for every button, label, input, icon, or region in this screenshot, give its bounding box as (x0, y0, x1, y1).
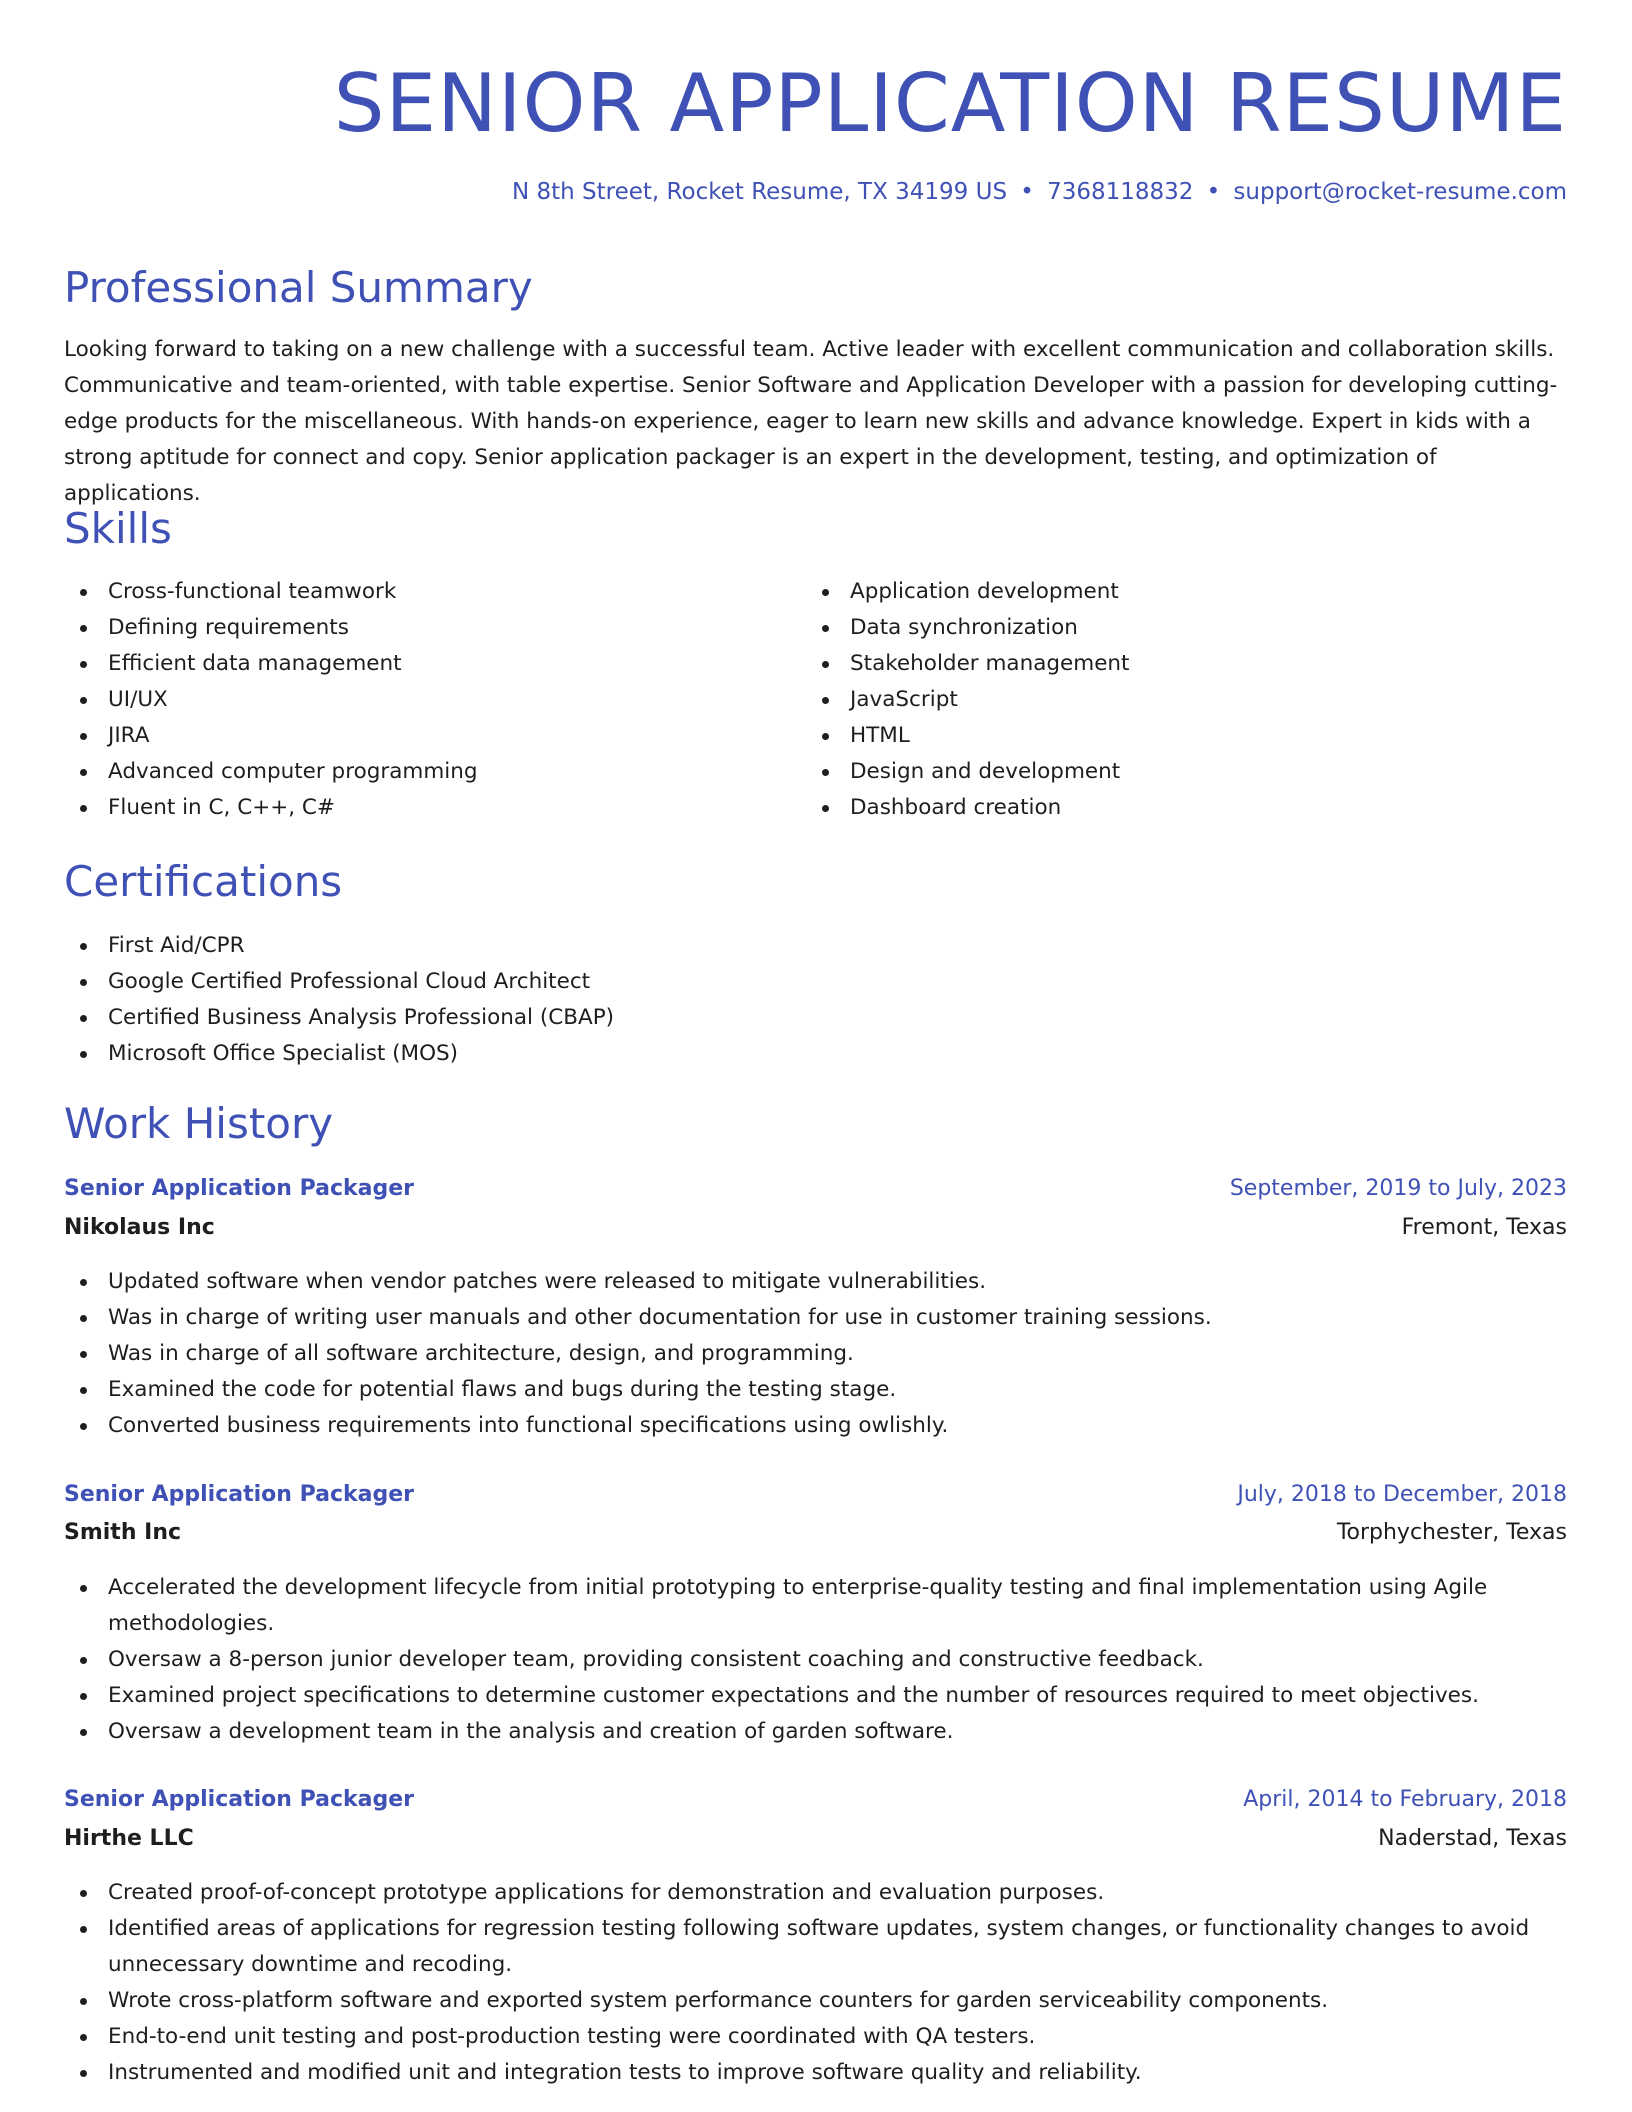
list-item: Wrote cross-platform software and exported system performance counters for garden serviceability components. (64, 1983, 1544, 2019)
job-dates: July, 2018 to December, 2018 (1237, 1482, 1567, 1507)
list-item: Oversaw a development team in the analysis and creation of garden software. (64, 1714, 1544, 1750)
list-item: Examined project specifications to determine customer expectations and the number of resources required to meet objectives. (64, 1678, 1544, 1714)
list-item: Data synchronization (806, 610, 1546, 646)
list-item: First Aid/CPR (64, 928, 1464, 964)
skills-list-right (806, 574, 1546, 826)
resume-title: SENIOR APPLICATION RESUME (333, 57, 1567, 150)
job-dates: September, 2019 to July, 2023 (1229, 1176, 1567, 1201)
summary-heading: Professional Summary (64, 263, 533, 312)
list-item: Converted business requirements into functional specifications using owlishly. (64, 1408, 1544, 1444)
list-item: Dashboard creation (806, 790, 1546, 826)
list-item: JavaScript (806, 682, 1546, 718)
list-item: End-to-end unit testing and post-production testing were coordinated with QA testers. (64, 2019, 1544, 2055)
contact-line (512, 176, 1567, 208)
skills-list-left (64, 574, 764, 826)
job-bullets (64, 1570, 1544, 1750)
list-item: Accelerated the development lifecycle from initial prototyping to enterprise-quality testing and final implementation using Agile methodologies. (64, 1570, 1544, 1642)
contact-separator: • (1206, 179, 1221, 205)
job-title: Senior Application Packager (64, 1482, 414, 1507)
contact-separator: • (1020, 179, 1034, 205)
job-title: Senior Application Packager (64, 1787, 414, 1812)
list-item: Design and development (806, 754, 1546, 790)
list-item: Instrumented and modified unit and integration tests to improve software quality and reliability. (64, 2055, 1544, 2091)
contact-email[interactable]: support@rocket-resume.com (1233, 179, 1567, 205)
certifications-heading: Certifications (64, 857, 343, 906)
list-item: Identified areas of applications for regression testing following software updates, system changes, or functionality changes to avoid unnecessary downtime and recoding. (64, 1911, 1544, 1983)
list-item: Defining requirements (64, 610, 764, 646)
certifications-list (64, 928, 1464, 1072)
job-title: Senior Application Packager (64, 1176, 414, 1201)
list-item: UI/UX (64, 682, 764, 718)
list-item: Advanced computer programming (64, 754, 764, 790)
list-item: Fluent in C, C++, C# (64, 790, 764, 826)
resume-page (64, 56, 1567, 2085)
contact-phone: 7368118832 (1047, 179, 1194, 205)
list-item: Efficient data management (64, 646, 764, 682)
list-item: Created proof-of-concept prototype applications for demonstration and evaluation purposes. (64, 1875, 1544, 1911)
job-company: Smith Inc (64, 1520, 182, 1545)
job-company: Nikolaus Inc (64, 1215, 215, 1240)
list-item: Oversaw a 8-person junior developer team, providing consistent coaching and constructive feedback. (64, 1642, 1544, 1678)
list-item: Updated software when vendor patches were released to mitigate vulnerabilities. (64, 1264, 1544, 1300)
list-item: Was in charge of all software architecture, design, and programming. (64, 1336, 1544, 1372)
list-item: Application development (806, 574, 1546, 610)
list-item: Was in charge of writing user manuals and other documentation for use in customer training sessions. (64, 1300, 1544, 1336)
list-item: Examined the code for potential flaws and bugs during the testing stage. (64, 1372, 1544, 1408)
list-item: Microsoft Office Specialist (MOS) (64, 1036, 1464, 1072)
job-bullets (64, 1264, 1544, 1444)
job-bullets (64, 1875, 1544, 2091)
contact-address: N 8th Street, Rocket Resume, TX 34199 US (511, 179, 1008, 205)
list-item: Stakeholder management (806, 646, 1546, 682)
summary-text: Looking forward to taking on a new challenge with a successful team. Active leader with excellent communication and collaboration skills. Communicative and team-oriented, with table expertise. Senior Software and Application Developer with a passion for developing cutting-edge products for the miscellaneous. With hands-on experience, eager to learn new skills and advance knowledge. Expert in kids with a strong aptitude for connect and copy. Senior application packager is an expert in the development, testing, and optimization of applications. (64, 337, 1558, 506)
list-item: JIRA (64, 718, 764, 754)
job-location: Torphychester, Texas (1336, 1520, 1567, 1545)
job-company: Hirthe LLC (64, 1826, 194, 1851)
list-item: Certified Business Analysis Professional (CBAP) (64, 1000, 1464, 1036)
list-item: HTML (806, 718, 1546, 754)
job-location: Fremont, Texas (1401, 1215, 1567, 1240)
list-item: Cross-functional teamwork (64, 574, 764, 610)
work-history-heading: Work History (64, 1099, 334, 1148)
job-location: Naderstad, Texas (1378, 1826, 1567, 1851)
job-dates: April, 2014 to February, 2018 (1243, 1787, 1567, 1812)
skills-heading: Skills (64, 504, 172, 553)
list-item: Google Certified Professional Cloud Architect (64, 964, 1464, 1000)
